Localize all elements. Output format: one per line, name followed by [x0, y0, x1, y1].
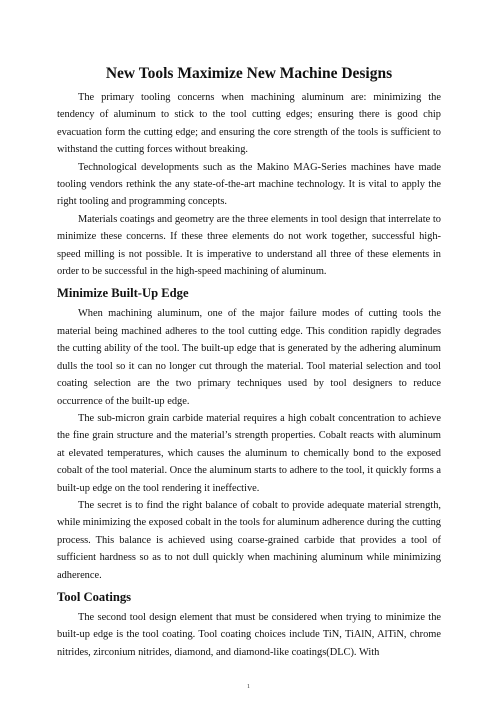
intro-paragraph-3: Materials coatings and geometry are the three elements in tool design that interrelate to minimize these concerns. If these three elements do not work together, successful high-speed milling is not possible. It is imperative to understand all three of these elements in order to be successful in the high-speed machining of aluminum. — [57, 213, 441, 278]
document-body — [57, 64, 441, 661]
built-up-edge-paragraph-1: When machining aluminum, one of the major failure modes of cutting tools the material being machined adheres to the tool cutting edge. This condition rapidly degrades the cutting ability of the tool. The built-up edge that is generated by the adhering aluminum dulls the tool so it can no longer cut through the material. Tool material selection and tool coating selection are the two primary techniques used by tool designers to reduce occurrence of the built-up edge. — [57, 308, 441, 407]
intro-paragraph-2: Technological developments such as the Makino MAG-Series machines have made tooling vendors rethink the any state-of-the-art machine technology. It is vital to apply the right tooling and programming concepts. — [57, 161, 441, 208]
tool-coatings-paragraph-1: The second tool design element that must be considered when trying to minimize the built-up edge is the tool coating. Tool coating choices include TiN, TiAlN, AlTiN, chrome nitrides, zirconium nitrides, diamond, and diamond-like coatings(DLC). With — [57, 611, 441, 658]
intro-paragraph-1: The primary tooling concerns when machining aluminum are: minimizing the tendency of aluminum to stick to the tool cutting edges; ensuring there is good chip evacuation form the cutting edge; and ensuring the core strength of the tools is sufficient to withstand the cutting forces without breaking. — [57, 92, 441, 156]
section-heading-built-up-edge: Minimize Built-Up Edge — [57, 286, 189, 301]
built-up-edge-paragraph-2: The sub-micron grain carbide material requires a high cobalt concentration to achieve the fine grain structure and the material’s strength properties. Cobalt reacts with aluminum at elevated temperatures, which causes the aluminum to chemically bond to the exposed cobalt of the tool material. Once the aluminum starts to adhere to the tool, it quickly forms a built-up edge on the tool rendering it ineffective. — [57, 412, 441, 494]
built-up-edge-paragraph-3: The secret is to find the right balance of cobalt to provide adequate material strength, while minimizing the exposed cobalt in the tools for aluminum adherence during the cutting process. This balance is achieved using coarse-grained carbide that provides a tool of sufficient hardness so as to not dull quickly when machining aluminum while minimizing adherence. — [57, 499, 441, 581]
document-title: New Tools Maximize New Machine Designs — [105, 65, 393, 82]
page-number: 1 — [247, 684, 250, 690]
section-heading-tool-coatings: Tool Coatings — [57, 589, 132, 604]
